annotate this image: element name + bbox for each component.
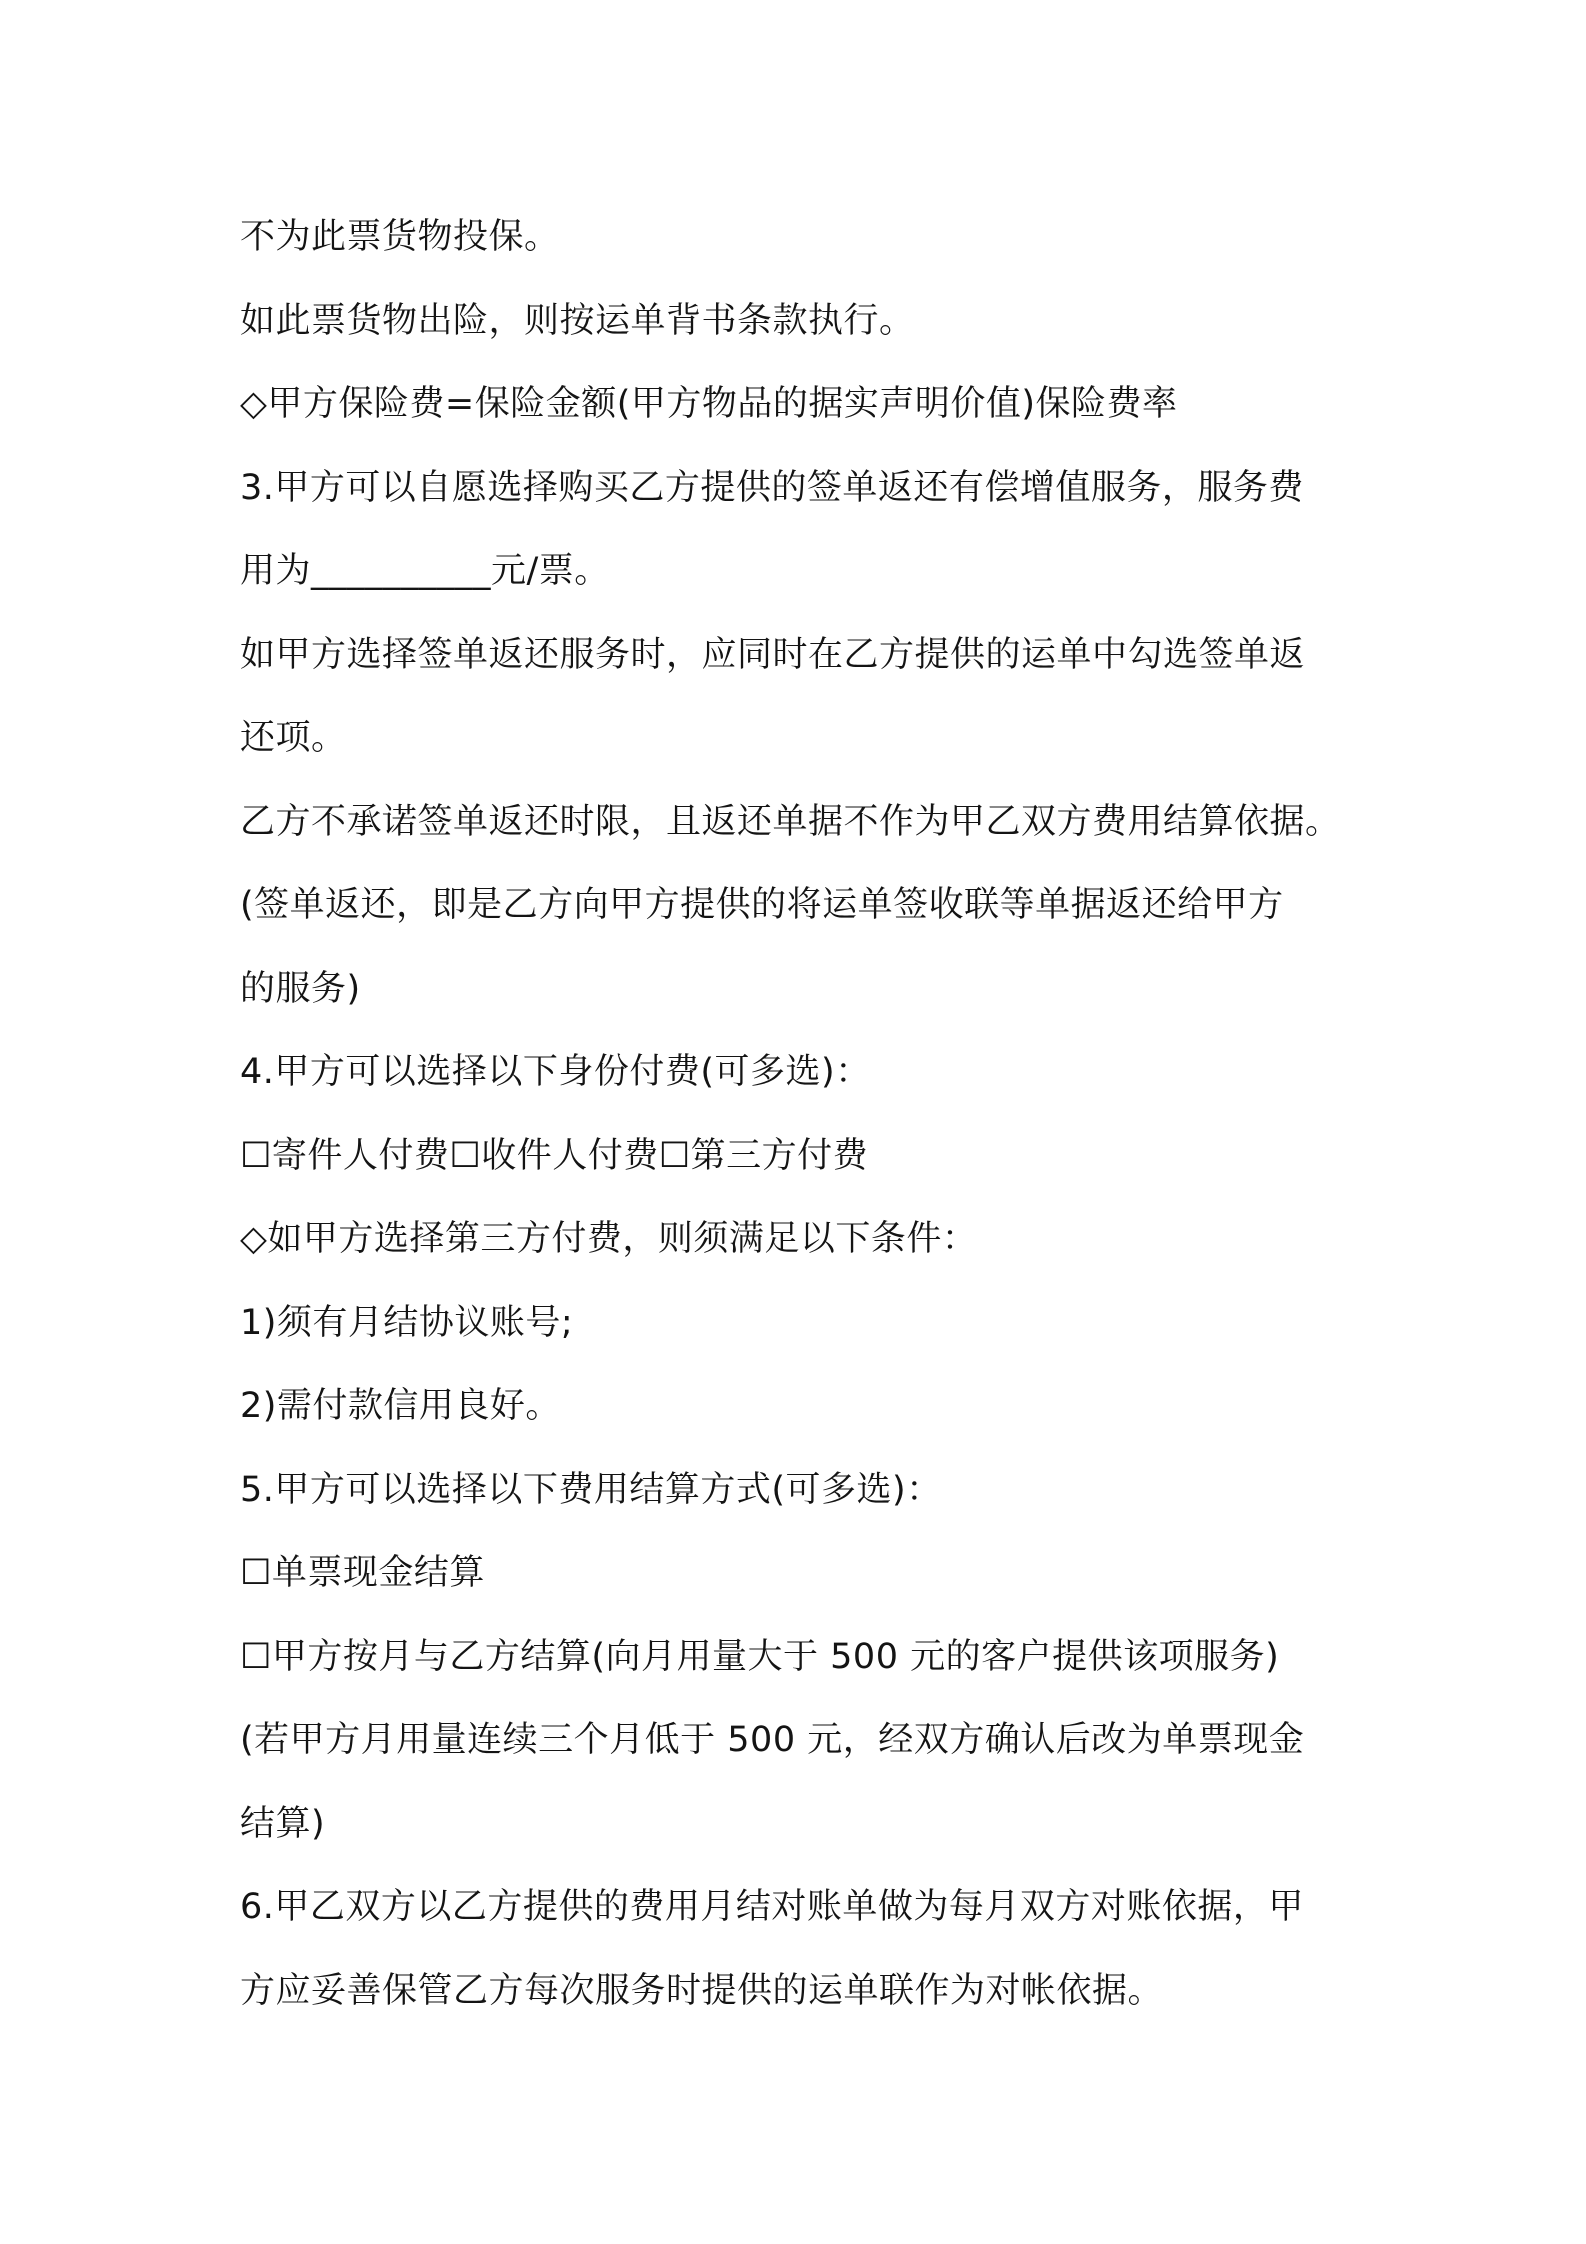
list-item: 2)需付款信用良好。	[240, 1386, 561, 1426]
paragraph-line: (签单返还，即是乙方向甲方提供的将运单签收联等单据返还给甲方	[240, 885, 1284, 925]
checkbox-options-line: ☐寄件人付费☐收件人付费☐第三方付费	[240, 1135, 869, 1176]
paragraph-line: 还项。	[240, 718, 347, 758]
paragraph-line: 6.甲乙双方以乙方提供的费用月结对账单做为每月双方对账依据，甲	[240, 1887, 1304, 1927]
paragraph-line: 结算)	[240, 1803, 326, 1844]
checkbox-option-line: ☐甲方按月与乙方结算(向月用量大于 500 元的客户提供该项服务)	[240, 1636, 1280, 1677]
paragraph-line: ◇如甲方选择第三方付费，则须满足以下条件：	[240, 1219, 978, 1259]
list-item: 1)须有月结协议账号;	[240, 1302, 574, 1343]
paragraph-line: 3.甲方可以自愿选择购买乙方提供的签单返还有偿增值服务，服务费	[240, 467, 1304, 508]
paragraph-line: 用为__________元/票。	[240, 551, 610, 591]
paragraph-line: 5.甲方可以选择以下费用结算方式(可多选)：	[240, 1469, 942, 1510]
paragraph-line: 如此票货物出险，则按运单背书条款执行。	[240, 300, 915, 341]
paragraph-line: ◇甲方保险费=保险金额(甲方物品的据实声明价值)保险费率	[240, 384, 1178, 424]
checkbox-option-line: ☐单票现金结算	[240, 1553, 485, 1593]
paragraph-line: 4.甲方可以选择以下身份付费(可多选)：	[240, 1052, 871, 1092]
paragraph-line: 方应妥善保管乙方每次服务时提供的运单联作为对帐依据。	[240, 1970, 1164, 2011]
paragraph-line: 的服务)	[240, 968, 361, 1009]
paragraph-line: (若甲方月用量连续三个月低于 500 元，经双方确认后改为单票现金	[240, 1720, 1305, 1760]
paragraph-line: 乙方不承诺签单返还时限，且返还单据不作为甲乙双方费用结算依据。	[240, 801, 1341, 842]
paragraph-line: 不为此票货物投保。	[240, 217, 560, 257]
document-body	[240, 196, 1370, 2033]
paragraph-line: 如甲方选择签单返还服务时，应同时在乙方提供的运单中勾选签单返	[240, 634, 1306, 675]
